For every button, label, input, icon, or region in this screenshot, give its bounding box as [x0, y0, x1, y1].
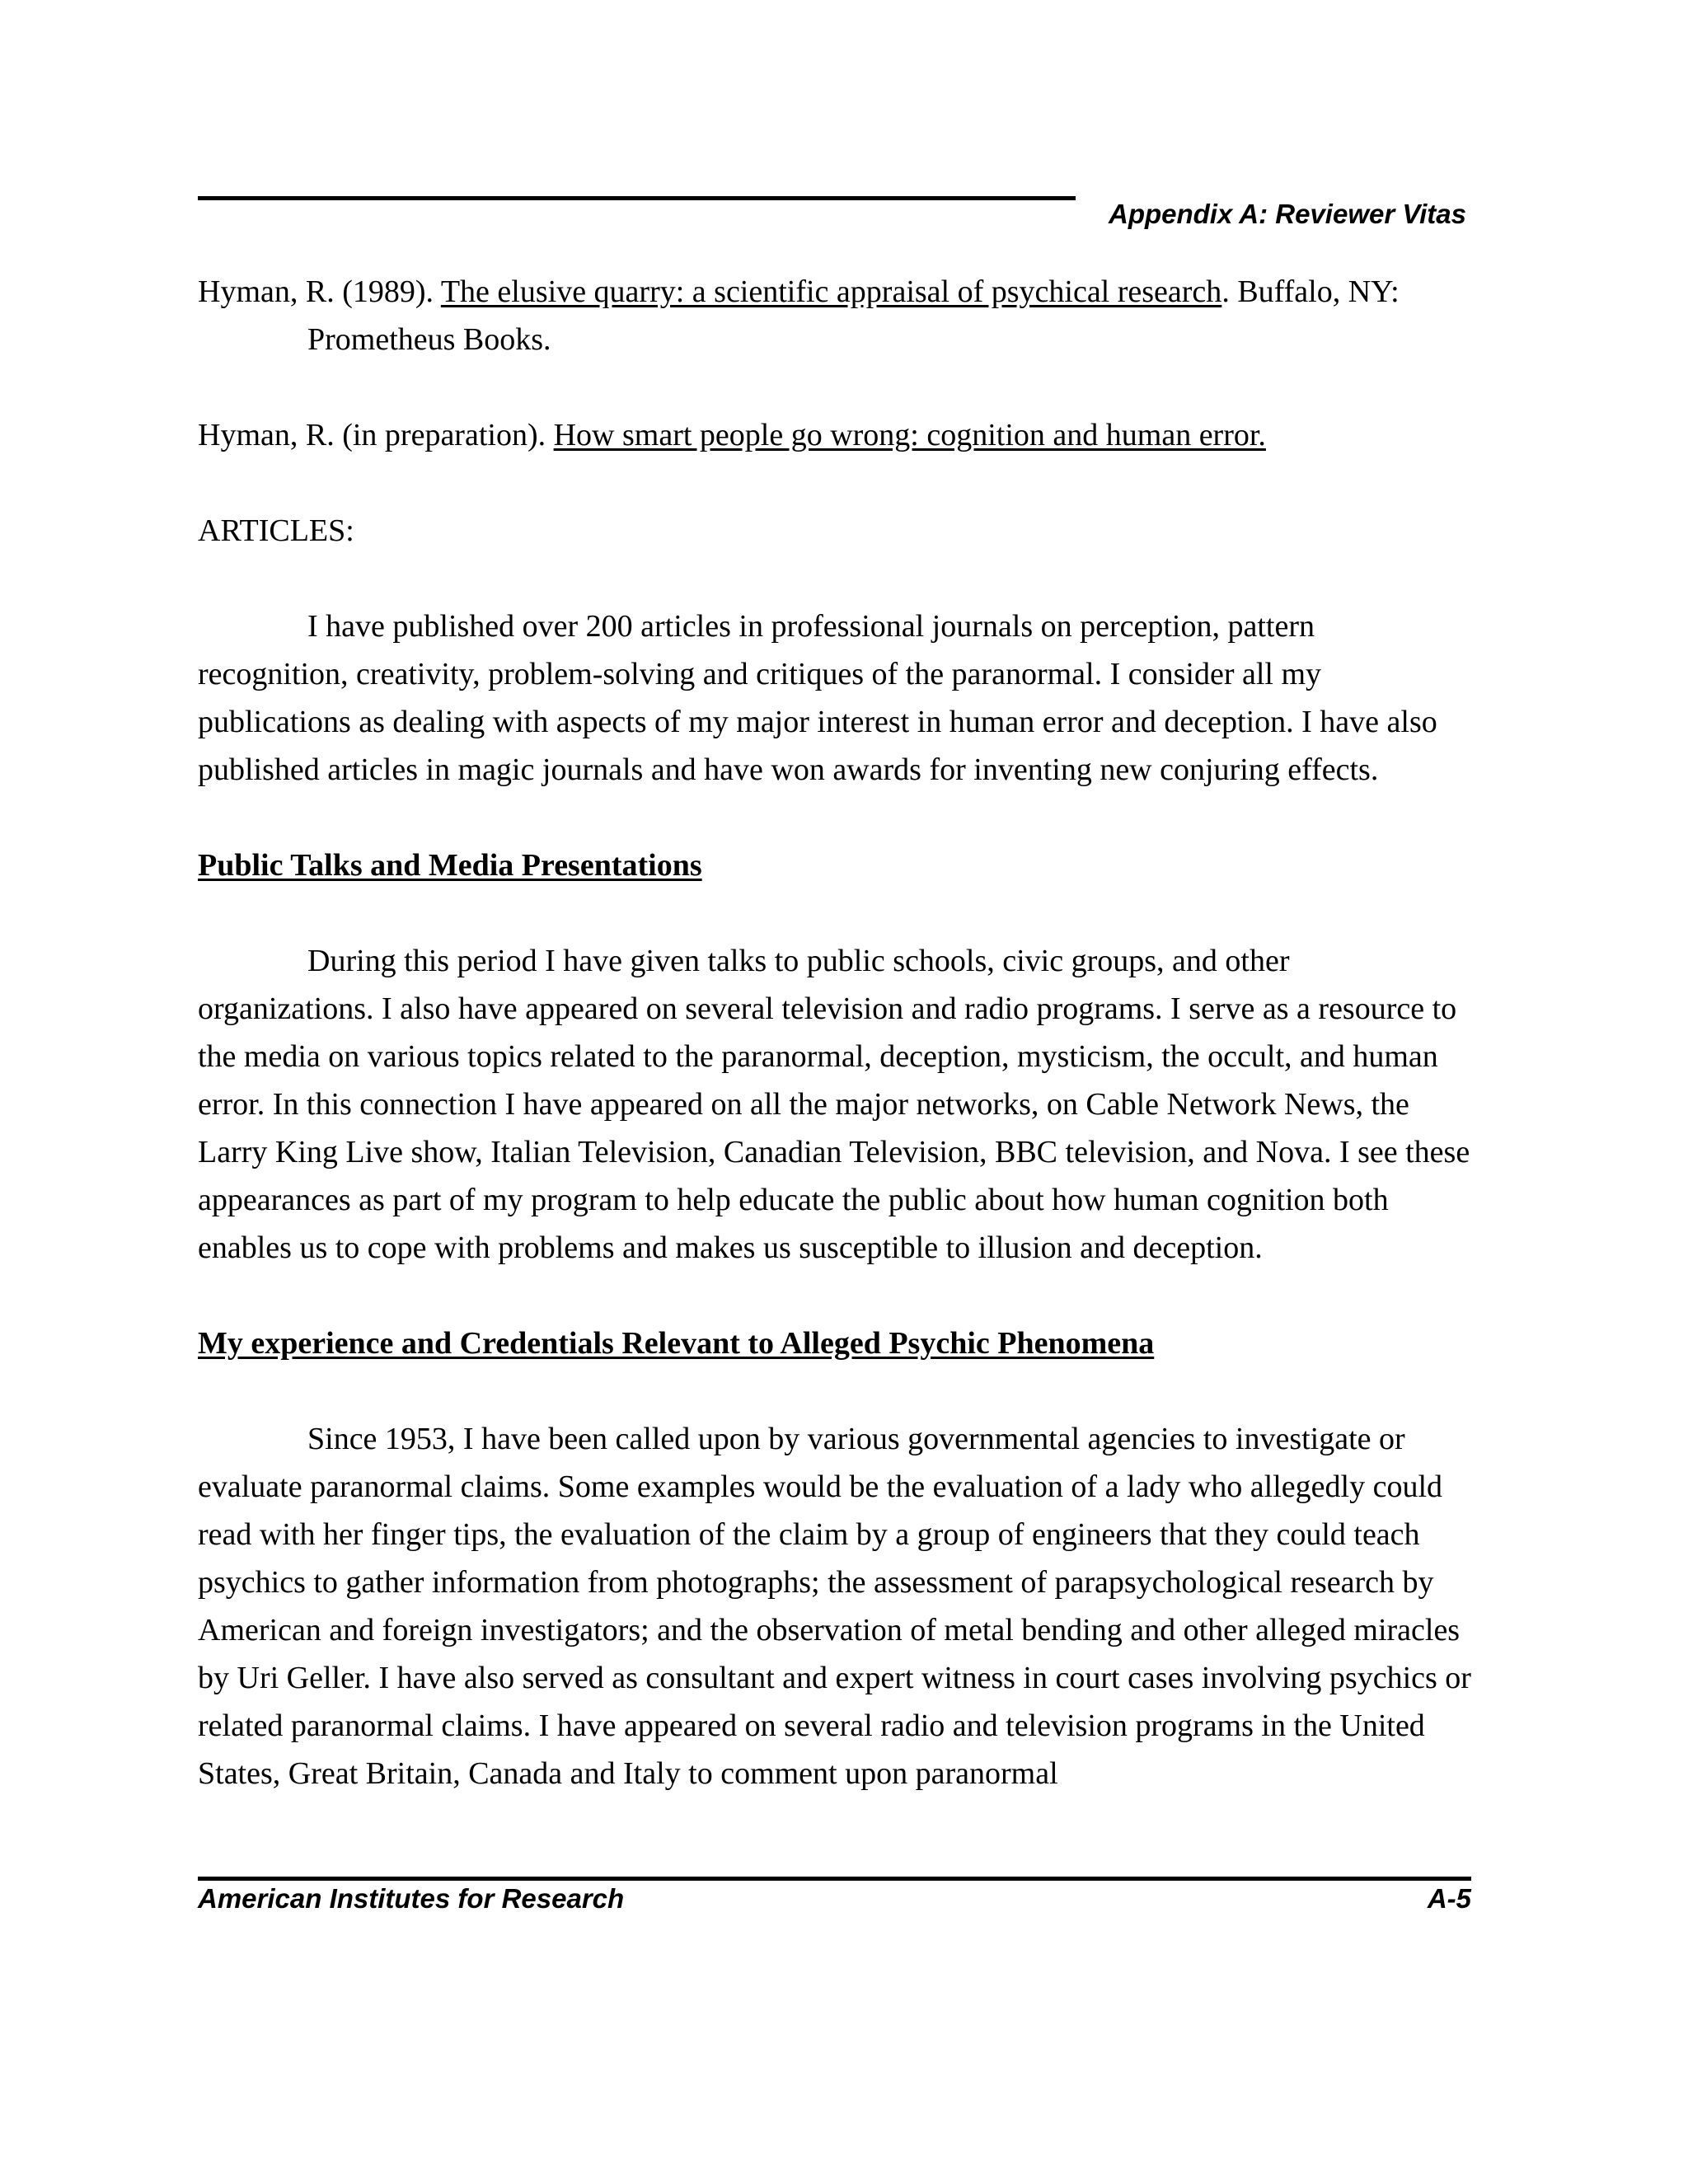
spacer [198, 459, 1471, 507]
page-number: A-5 [1427, 1883, 1471, 1914]
spacer [198, 889, 1471, 937]
reference-suffix: . Buffalo, NY: Prometheus Books. [307, 274, 1400, 357]
experience-paragraph: Since 1953, I have been called upon by various governmental agencies to investigate or evaluate paranormal claims. Some examples would be the evaluation of a lady who allegedly could read with her finger tips, the evaluation of the claim by a group of engineers that they could teach psychics to gather information from photographs; the assessment of parapsychological research by American and foreign investigators; and the observation of metal bending and other alleged miracles by Uri Geller. I have also served as consultant and expert witness in court cases involving psychics or related paranormal claims. I have appeared on several radio and television programs in the United States, Great Britain, Canada and Italy to comment upon paranormal [198, 1422, 1471, 1791]
section-heading-experience: My experience and Credentials Relevant to Alleged Psychic Phenomena [198, 1326, 1155, 1361]
section-heading-public-talks: Public Talks and Media Presentations [198, 848, 702, 883]
reference-title: How smart people go wrong: cognition and human error. [553, 418, 1266, 452]
spacer [198, 1367, 1471, 1415]
public-talks-paragraph: During this period I have given talks to public schools, civic groups, and other organizations. I also have appeared on several television and radio programs. I serve as a resource to the media on various topics related to the paranormal, deception, mysticism, the occult, and human error. In this connection I have appeared on all the major networks, on Cable Network News, the Larry King Live show, Italian Television, Canadian Television, BBC television, and Nova. I see these appearances as part of my program to help educate the public about how human cognition both enables us to cope with problems and makes us susceptible to illusion and deception. [198, 944, 1470, 1265]
running-header: Appendix A: Reviewer Vitas [1108, 199, 1466, 229]
header-rule [198, 196, 1076, 200]
spacer [198, 555, 1471, 602]
reference-entry [198, 268, 1471, 363]
page-body [198, 268, 1471, 1797]
spacer [198, 794, 1471, 841]
articles-paragraph: I have published over 200 articles in professional journals on perception, pattern recognition, creativity, problem-solving and critiques of the paranormal. I consider all my publications as dealing with aspects of my major interest in human error and deception. I have also published articles in magic journals and have won awards for inventing new conjuring effects. [198, 609, 1437, 787]
footer-organization: American Institutes for Research [198, 1883, 625, 1914]
spacer [198, 363, 1471, 411]
spacer [198, 1272, 1471, 1319]
reference-title: The elusive quarry: a scientific appraisal of psychical research [440, 274, 1222, 309]
articles-label: ARTICLES: [198, 513, 354, 548]
reference-prefix: Hyman, R. (1989). [198, 274, 441, 309]
reference-prefix: Hyman, R. (in preparation). [198, 418, 554, 452]
reference-entry [198, 411, 1471, 459]
